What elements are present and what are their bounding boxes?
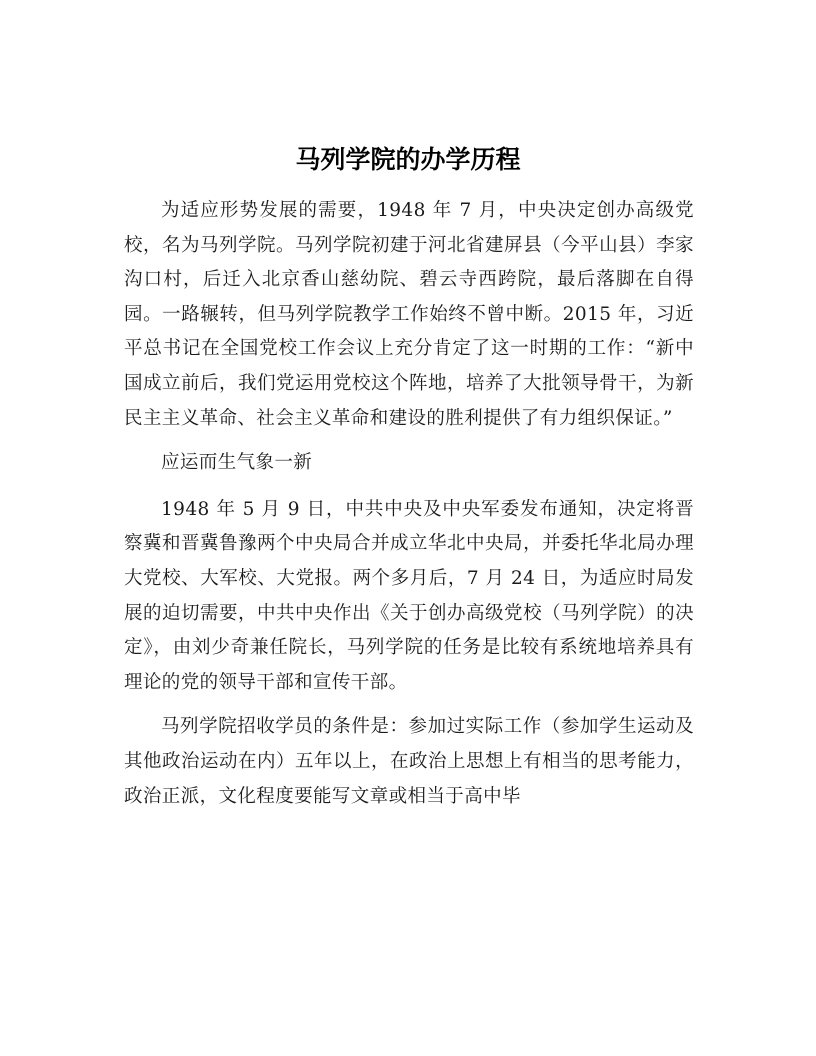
paragraph-intro: 为适应形势发展的需要，1948 年 7 月，中央决定创办高级党校，名为马列学院。马列学院初建于河北省建屏县（今平山县）李家沟口村，后迁入北京香山慈幼院、碧云寺西跨院，最后落脚在自得园。一路辗转，但马列学院教学工作始终不曾中断。2015 年，习近平总书记在全国党校工作会议上充分肯定了这一时期的工作：“新中国成立前后，我们党运用党校这个阵地，培养了大批领导骨干，为新民主主义革命、社会主义革命和建设的胜利提供了有力组织保证。” [124,200,694,429]
section-subheading: 应运而生气象一新 [161,452,313,474]
document-title: 马列学院的办学历程 [295,145,521,174]
paragraph-founding: 1948 年 5 月 9 日，中共中央及中央军委发布通知，决定将晋察冀和晋冀鲁豫两个中央局合并成立华北中央局，并委托华北局办理大党校、大军校、大党报。两个多月后，7 月 24 日，为适应时局发展的迫切需要，中共中央作出《关于创办高级党校（马列学院）的决定》，由刘少奇兼任院长，马列学院的任务是比较有系统地培养具有理论的党的领导干部和宣传干部。 [124,498,694,693]
paragraph-admission: 马列学院招收学员的条件是：参加过实际工作（参加学生运动及其他政治运动在内）五年以上，在政治上思想上有相当的思考能力，政治正派，文化程度要能写文章或相当于高中毕 [124,716,694,807]
document-body [124,194,694,824]
